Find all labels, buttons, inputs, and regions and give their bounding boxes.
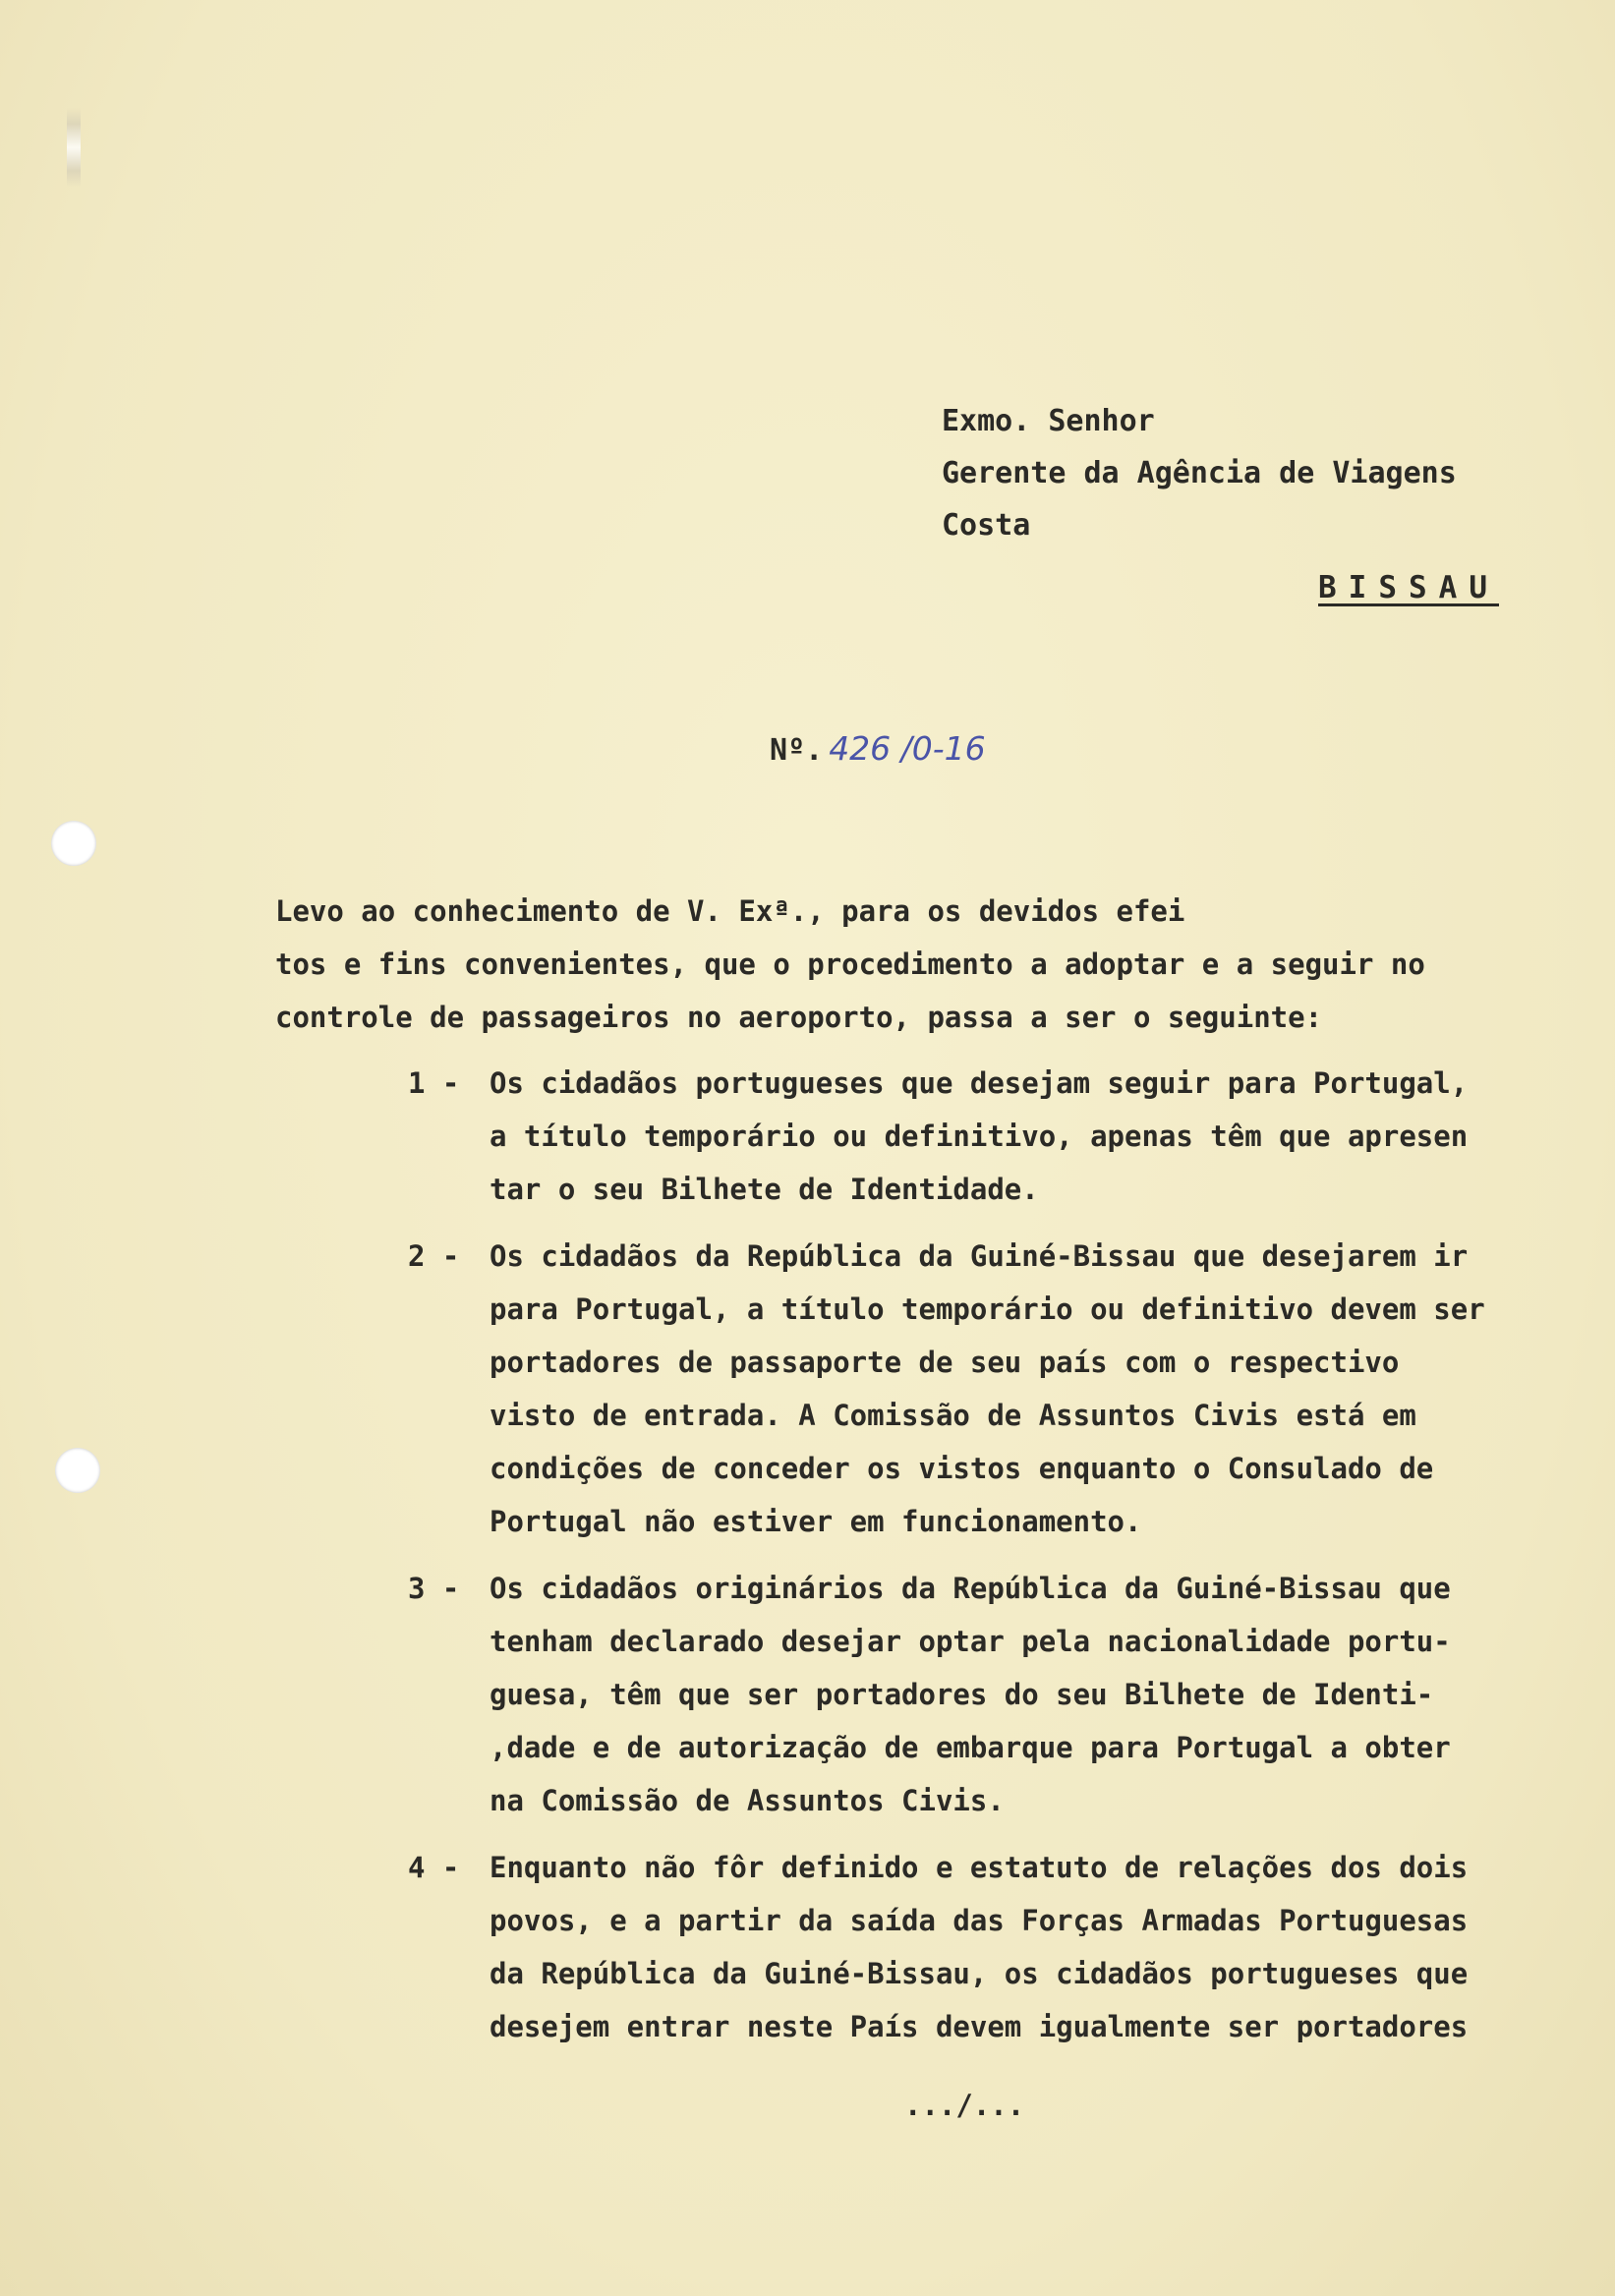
punch-hole-top bbox=[51, 821, 96, 866]
item-body bbox=[490, 1057, 1607, 1216]
item-body bbox=[490, 1230, 1607, 1548]
list-item-2 bbox=[408, 1230, 1607, 1548]
item-line: povos, e a partir da saída das Forças Armadas Portuguesas bbox=[490, 1904, 1469, 1937]
destination-city: BISSAU bbox=[1318, 570, 1499, 605]
intro-paragraph bbox=[275, 885, 1553, 1044]
addressee-block bbox=[942, 395, 1457, 551]
item-line: tar o seu Bilhete de Identidade. bbox=[490, 1173, 1039, 1206]
intro-line: tos e fins convenientes, que o procedimento a adoptar e a seguir no bbox=[275, 947, 1425, 981]
item-line: Os cidadãos originários da República da Guiné-Bissau que bbox=[490, 1572, 1451, 1605]
addressee-salutation: Exmo. Senhor bbox=[942, 404, 1155, 438]
item-number: 1 - bbox=[408, 1066, 460, 1100]
continuation-marker: .../... bbox=[904, 2089, 1025, 2122]
item-line: desejem entrar neste País devem igualmente ser portadores bbox=[490, 2010, 1469, 2043]
item-line: Os cidadãos portugueses que desejam seguir para Portugal, bbox=[490, 1066, 1469, 1100]
item-line: Enquanto não fôr definido e estatuto de relações dos dois bbox=[490, 1851, 1469, 1884]
reference-handwritten: 426 /0-16 bbox=[829, 729, 986, 768]
item-line: para Portugal, a título temporário ou definitivo devem ser bbox=[490, 1292, 1485, 1326]
item-line: ,dade e de autorização de embarque para Portugal a obter bbox=[490, 1731, 1451, 1764]
item-line: guesa, têm que ser portadores do seu Bilhete de Identi- bbox=[490, 1678, 1434, 1711]
punch-hole-bottom bbox=[55, 1448, 100, 1493]
item-line: tenham declarado desejar optar pela nacionalidade portu- bbox=[490, 1625, 1451, 1658]
item-number: 2 - bbox=[408, 1239, 460, 1273]
addressee-title: Gerente da Agência de Viagens bbox=[942, 456, 1457, 490]
item-line: Os cidadãos da República da Guiné-Bissau que desejarem ir bbox=[490, 1239, 1469, 1273]
item-line: portadores de passaporte de seu país com o respectivo bbox=[490, 1346, 1400, 1379]
reference-prefix: Nº. bbox=[770, 733, 824, 768]
list-item-4 bbox=[408, 1841, 1607, 2053]
item-number: 4 - bbox=[408, 1851, 460, 1884]
intro-line: controle de passageiros no aeroporto, passa a ser o seguinte: bbox=[275, 1001, 1323, 1034]
item-body bbox=[490, 1841, 1607, 2053]
item-number: 3 - bbox=[408, 1572, 460, 1605]
addressee-name: Costa bbox=[942, 508, 1031, 543]
item-line: Portugal não estiver em funcionamento. bbox=[490, 1505, 1142, 1538]
list-item-1 bbox=[408, 1057, 1607, 1216]
item-line: visto de entrada. A Comissão de Assuntos Civis está em bbox=[490, 1399, 1416, 1432]
item-body bbox=[490, 1562, 1607, 1827]
reference-number bbox=[770, 729, 986, 768]
list-item-3 bbox=[408, 1562, 1607, 1827]
item-line: na Comissão de Assuntos Civis. bbox=[490, 1784, 1005, 1817]
item-line: a título temporário ou definitivo, apenas têm que apresen bbox=[490, 1119, 1469, 1153]
item-line: da República da Guiné-Bissau, os cidadãos portugueses que bbox=[490, 1957, 1469, 1990]
intro-line: Levo ao conhecimento de V. Exª., para os devidos efei bbox=[275, 894, 1185, 928]
item-line: condições de conceder os vistos enquanto o Consulado de bbox=[490, 1452, 1434, 1485]
paper-tear-mark bbox=[67, 108, 81, 187]
